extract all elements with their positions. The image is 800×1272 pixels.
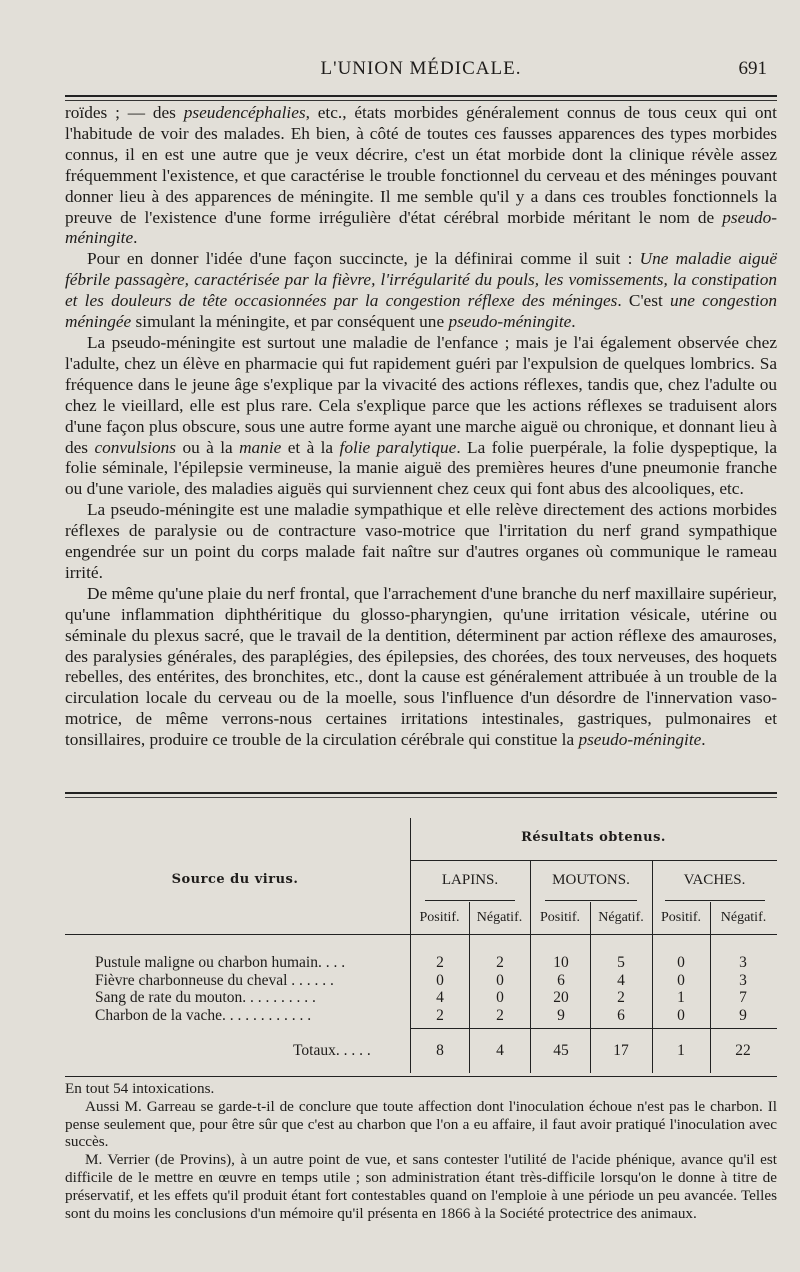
table-divider (530, 860, 531, 1073)
table-divider (652, 860, 653, 1073)
table-cell: 0 (436, 971, 444, 989)
group-header-moutons: MOUTONS. (552, 872, 630, 888)
text-run: et à la (281, 437, 340, 457)
table-divider (469, 902, 470, 1073)
source-header: Source du virus. (171, 872, 299, 887)
article-body (65, 103, 777, 751)
paragraph (65, 584, 777, 751)
italic-text: manie (239, 437, 282, 457)
table-cell: 3 (739, 971, 747, 989)
table-cell: 0 (496, 971, 504, 989)
row-label: Sang de rate du mouton. . . . . . . . . . (95, 989, 316, 1006)
table-bottom-rule (65, 1076, 777, 1078)
footer-paragraph: M. Verrier (de Provins), à un autre point de vue, et sans contester l'utilité de l'acide phénique, avance qu'il est difficile de le mettre en œuvre en temps utile ; son administration étant très-difficile lorsqu'on le donne à titre de préservatif, et les effets qu'il produit étant fort contestables quand on l'emploie à une période un peu avancée. Telles sont du moins les conclusions d'un mémoire qu'il présenta en 1866 à la Société protectrice des animaux. (65, 1151, 777, 1222)
totals-label: Totaux. . . . . (293, 1042, 371, 1059)
running-title: L'UNION MÉDICALE. (320, 58, 522, 79)
header-rule (65, 95, 777, 101)
table-cell: 20 (553, 989, 569, 1006)
table-cell: 6 (617, 1006, 625, 1024)
subheader: Négatif. (476, 910, 523, 925)
italic-text: pseudo-méningite (65, 207, 777, 248)
text-run: , etc., états morbides généralement connus de tous ceux qui ont l'habitude de voir des malades. Eh bien, à côté de toutes ces fausses apparences des types morbides connus, il en est une autre que je veux décrire, c'est un état morbide dont la clinique révèle assez fréquemment l'existence, et que caractérise le trouble fonctionnel du cerveau et des méninges pouvant donner lieu à des apparences de méningite. Il me semble qu'il y a dans ces troubles fonctionnels la preuve de l'existence d'une forme irrégulière d'état cérébral morbide méritant le nom de (65, 103, 777, 227)
page-number: 691 (738, 58, 767, 79)
running-header (65, 58, 777, 88)
total-cell: 4 (496, 1042, 504, 1059)
text-run: . (701, 730, 706, 750)
table-cell: 9 (557, 1006, 565, 1024)
text-run: roïdes ; — des (65, 103, 184, 122)
text-run: ou à la (176, 437, 240, 457)
table-divider (590, 902, 591, 1073)
text-run: La pseudo-méningite est surtout une maladie de l'enfance ; mais je l'ai également observée chez l'adulte, chez un élève en pharmacie qui fut rapidement guéri par l'expulsion de quelques lombrics. Sa fréquence dans le jeune âge s'explique par la vivacité des actions réflexes, tandis que, chez l'adulte ou chez le vieillard, elle est plus rare. Cela s'explique parce que les actions réflexes se traduisent alors d'une façon plus obscure, sous une autre forme ayant une marche aiguë ou chronique, et donnant lieu à des (65, 332, 777, 457)
row-label: Pustule maligne ou charbon humain. . . . (95, 954, 346, 971)
subheader: Positif. (660, 910, 702, 925)
subheader: Négatif. (598, 910, 644, 925)
row-label: Charbon de la vache. . . . . . . . . . . . (95, 1006, 312, 1024)
italic-text: Une maladie aiguë fébrile passagère, caractérisée par la fièvre, l'irrégularité du pouls, les vomissements, la constipation et les douleurs de tête occasionnées par la congestion réflexe des méninges (65, 249, 777, 311)
paragraph (65, 249, 777, 333)
results-table (65, 808, 777, 1073)
text-run: De même qu'une plaie du nerf frontal, que l'arrachement d'une branche du nerf maxillaire supérieur, qu'une inflammation diphthéritique du glosso-pharyngien, qu'une irritation vésicale, utérine ou séminale du plexus sacré, que le travail de la dentition, déterminent par action réflexe des amauroses, des paralysies générales, des paraplégies, des épilepsies, des chorées, des toux nerveuses, des hoquets rebelles, des entérites, des bronchites, etc., dont la cause est généralement attribuée à un trouble de la circulation locale du cerveau ou de la moelle, sous l'influence d'un désordre de l'innervation vaso-motrice, de même verrons-nous certaines irritations intestinales, gastriques, pulmonaires et tonsillaires, produire ce trouble de la circulation cérébrale qui constitue la (65, 583, 778, 750)
table-cell: 4 (436, 989, 444, 1006)
text-run: simulant la méningite, et par conséquent une (131, 312, 449, 332)
paragraph (65, 333, 777, 500)
table-cell: 0 (677, 1006, 685, 1024)
italic-text: convulsions (94, 437, 177, 457)
text-run: . La folie puerpérale, la folie dyspeptique, la folie séminale, l'épilepsie vermineuse, la manie aiguë des premières heures d'une pneumonie franche ou d'une variole, des maladies aiguës qui surviennent chez ceux qui font abus des alcooliques, etc. (65, 437, 777, 499)
table-cell: 5 (617, 954, 625, 971)
footer-paragraph: En tout 54 intoxications. (65, 1080, 215, 1097)
paragraph (65, 103, 777, 249)
total-cell: 45 (553, 1042, 569, 1059)
group-header-vaches: VACHES. (683, 872, 746, 888)
total-cell: 1 (677, 1042, 685, 1059)
table-cell: 2 (436, 954, 444, 971)
subheader: Positif. (419, 910, 460, 925)
row-label: Fièvre charbonneuse du cheval . . . . . . (95, 971, 334, 989)
section-rule (65, 792, 777, 798)
table-cell: 2 (496, 1006, 504, 1024)
table-cell: 0 (677, 971, 685, 989)
italic-text: folie paralytique (339, 437, 457, 457)
total-cell: 22 (735, 1042, 751, 1059)
footer-text (65, 1080, 777, 1222)
group-brace (425, 900, 515, 901)
table-cell: 0 (677, 954, 685, 971)
table-cell: 3 (739, 954, 747, 971)
group-brace (665, 900, 765, 901)
table-cell: 2 (617, 989, 625, 1006)
italic-text: pseudo-méningite (448, 312, 572, 332)
group-header-lapins: LAPINS. (441, 872, 499, 888)
table-cell: 9 (739, 1006, 747, 1024)
total-cell: 17 (613, 1042, 629, 1059)
subheader: Négatif. (720, 910, 767, 925)
table-divider (710, 902, 711, 1073)
italic-text: une congestion méningée (65, 291, 777, 332)
text-run: La pseudo-méningite est une maladie sympathique et elle relève directement des actions morbides réflexes de paralysie ou de contracture vaso-motrice que l'irritation du nerf grand sympathique engendrée sur un point du corps malade fait naître sur d'autres organes où communique le rameau irrité. (65, 500, 777, 582)
table-cell: 4 (617, 971, 625, 989)
table-cell: 7 (739, 989, 747, 1006)
text-run: . C'est (617, 291, 670, 311)
subheader: Positif. (539, 910, 581, 925)
text-run: Pour en donner l'idée d'une façon succincte, je la définirai comme il suit : (87, 249, 640, 269)
group-brace (545, 900, 637, 901)
text-run: . (133, 228, 138, 248)
table-divider (410, 818, 411, 1073)
table-cell: 2 (496, 954, 504, 971)
table-cell: 2 (436, 1006, 444, 1024)
table-cell: 1 (677, 989, 685, 1006)
italic-text: pseudencéphalies (183, 103, 306, 122)
table-cell: 0 (496, 989, 504, 1006)
table-divider (410, 1028, 777, 1029)
results-header: Résultats obtenus. (521, 830, 666, 845)
table-divider (65, 934, 777, 935)
text-run: . (571, 312, 576, 332)
italic-text: pseudo-méningite (578, 730, 702, 750)
paragraph (65, 500, 777, 584)
table-cell: 6 (557, 971, 565, 989)
total-cell: 8 (436, 1042, 444, 1059)
table-cell: 10 (553, 954, 569, 971)
table-divider (410, 860, 777, 861)
footer-paragraph: Aussi M. Garreau se garde-t-il de conclure que toute affection dont l'inoculation échoue n'est pas le charbon. Il pense seulement que, pour être sûr que c'est au charbon que l'on a eu affaire, il faut avoir pratiqué l'inoculation avec succès. (65, 1097, 777, 1151)
